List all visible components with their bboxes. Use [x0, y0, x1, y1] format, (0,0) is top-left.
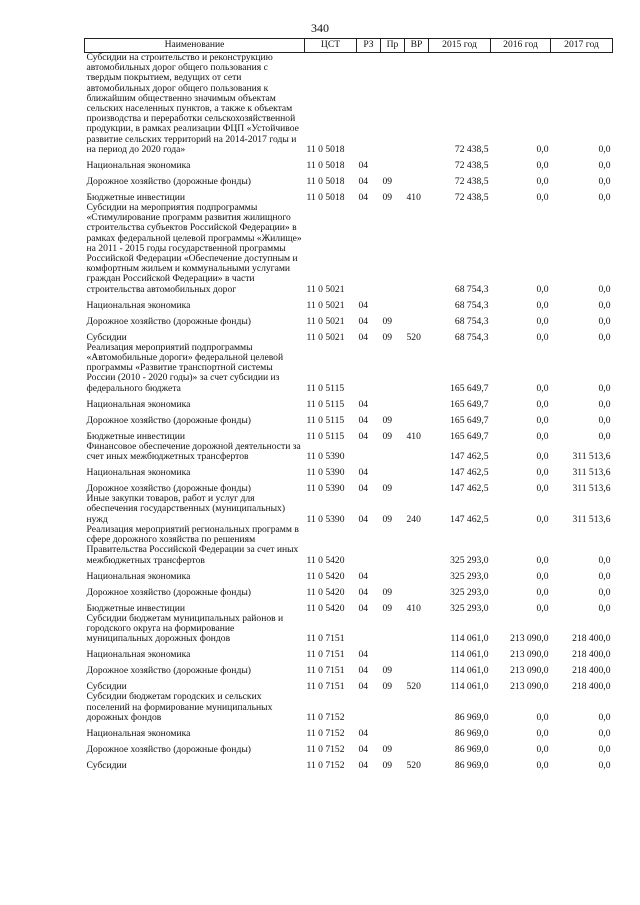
- row-cst: 11 0 7152: [306, 743, 345, 755]
- row-name: Субсидии: [86, 681, 127, 693]
- row-rz: [357, 614, 381, 645]
- header-cst: ЦСТ: [305, 39, 357, 53]
- row-cst: 11 0 5390: [306, 513, 345, 525]
- row-pr: 09: [382, 414, 393, 426]
- row-2016: 0,0: [536, 759, 549, 771]
- header-2015: 2015 год: [429, 39, 491, 53]
- row-2015: 72 438,5: [454, 175, 489, 187]
- row-pr: 09: [382, 681, 393, 693]
- row-vr: [405, 410, 429, 426]
- row-cst: 11 0 7152: [306, 759, 345, 771]
- row-pr: [381, 53, 405, 156]
- row-vr: [405, 692, 429, 723]
- row-2016: 0,0: [536, 382, 549, 394]
- table-row: [85, 155, 613, 171]
- row-cst: 11 0 5021: [306, 331, 345, 343]
- row-pr: 09: [382, 191, 393, 203]
- row-2016: 0,0: [536, 727, 549, 739]
- row-vr: 410: [406, 430, 421, 442]
- table-row: [85, 53, 613, 156]
- row-vr: 520: [406, 759, 421, 771]
- row-2016: 213 090,0: [510, 665, 549, 677]
- row-pr: 09: [382, 586, 393, 598]
- row-2016: 0,0: [536, 451, 549, 463]
- row-name: Финансовое обеспечение дорожной деятельности за счет иных межбюджетных трансфертов: [86, 440, 301, 463]
- row-rz: 04: [358, 175, 369, 187]
- row-vr: [405, 739, 429, 755]
- row-pr: [381, 462, 405, 478]
- row-name: Бюджетные инвестиции: [86, 602, 185, 614]
- page-number: 340: [311, 21, 329, 35]
- row-rz: 04: [358, 159, 369, 171]
- row-2016: 0,0: [536, 602, 549, 614]
- row-vr: 520: [406, 331, 421, 343]
- row-cst: 11 0 5390: [306, 483, 345, 495]
- row-vr: [405, 53, 429, 156]
- table-row: [85, 442, 613, 462]
- row-2017: 0,0: [598, 191, 611, 203]
- row-2016: 0,0: [536, 570, 549, 582]
- table-row: [85, 187, 613, 203]
- row-2016: 0,0: [536, 175, 549, 187]
- row-pr: 09: [382, 743, 393, 755]
- row-pr: [381, 394, 405, 410]
- row-cst: 11 0 5115: [306, 430, 345, 442]
- row-rz: 04: [358, 681, 369, 693]
- table-row: [85, 426, 613, 442]
- row-name: Национальная экономика: [86, 159, 191, 171]
- row-2015: 165 649,7: [450, 398, 489, 410]
- row-2017: 0,0: [598, 299, 611, 311]
- table-row: [85, 410, 613, 426]
- row-2016: 0,0: [536, 711, 549, 723]
- row-cst: 11 0 7151: [306, 681, 345, 693]
- row-2017: 311 513,6: [572, 451, 611, 463]
- row-rz: 04: [358, 191, 369, 203]
- row-cst: 11 0 5420: [306, 602, 345, 614]
- header-rz: РЗ: [357, 39, 381, 53]
- row-name: Национальная экономика: [86, 299, 191, 311]
- row-cst: 11 0 5115: [306, 414, 345, 426]
- row-cst: 11 0 5390: [306, 451, 345, 463]
- row-vr: [405, 295, 429, 311]
- row-cst: 11 0 5018: [306, 159, 345, 171]
- row-2016: 0,0: [536, 331, 549, 343]
- row-name: Субсидии на мероприятия подпрограммы «Стимулирование программ развития жилищного строительства субъектов Российской Федерации» в рамках федеральной целевой программы «Жилище» на 2011 - 2015 годы государственной программы Российской Федерации «Обеспечение доступным и комфортным жильем и коммунальными услугами граждан Российской Федерации» в части строительства автомобильных дорог: [86, 202, 302, 295]
- row-2017: 0,0: [598, 759, 611, 771]
- row-2015: 86 969,0: [454, 727, 489, 739]
- row-name: Дорожное хозяйство (дорожные фонды): [86, 315, 251, 327]
- row-vr: [405, 644, 429, 660]
- row-2016: 0,0: [536, 315, 549, 327]
- row-2015: 72 438,5: [454, 191, 489, 203]
- row-2017: 0,0: [598, 711, 611, 723]
- row-2017: 0,0: [598, 283, 611, 295]
- row-vr: [405, 343, 429, 394]
- row-2016: 0,0: [536, 430, 549, 442]
- row-rz: 04: [358, 414, 369, 426]
- row-cst: 11 0 7151: [306, 649, 345, 661]
- table-row: [85, 203, 613, 295]
- row-vr: [405, 614, 429, 645]
- table-row: [85, 171, 613, 187]
- row-2015: 72 438,5: [454, 159, 489, 171]
- row-rz: 04: [358, 759, 369, 771]
- row-cst: 11 0 5115: [306, 398, 345, 410]
- row-rz: [357, 203, 381, 295]
- header-2017: 2017 год: [551, 39, 613, 53]
- row-rz: [357, 53, 381, 156]
- table-row: [85, 755, 613, 771]
- row-2017: 0,0: [598, 602, 611, 614]
- row-name: Дорожное хозяйство (дорожные фонды): [86, 586, 251, 598]
- row-name: Бюджетные инвестиции: [86, 430, 185, 442]
- row-rz: 04: [358, 315, 369, 327]
- table-row: [85, 598, 613, 614]
- row-vr: [405, 394, 429, 410]
- row-2016: 0,0: [536, 283, 549, 295]
- row-pr: 09: [382, 759, 393, 771]
- row-vr: 520: [406, 681, 421, 693]
- row-2015: 147 462,5: [450, 467, 489, 479]
- table-header: [85, 39, 613, 53]
- row-2016: 0,0: [536, 513, 549, 525]
- row-pr: 09: [382, 665, 393, 677]
- row-pr: 09: [382, 483, 393, 495]
- row-2016: 0,0: [536, 191, 549, 203]
- row-2015: 114 061,0: [450, 681, 489, 693]
- row-2017: 0,0: [598, 398, 611, 410]
- row-vr: [405, 478, 429, 494]
- row-2016: 0,0: [536, 414, 549, 426]
- row-pr: [381, 442, 405, 462]
- row-2015: 165 649,7: [450, 382, 489, 394]
- row-name: Национальная экономика: [86, 727, 191, 739]
- row-rz: [357, 692, 381, 723]
- table-row: [85, 582, 613, 598]
- row-cst: 11 0 5018: [306, 175, 345, 187]
- row-2017: 0,0: [598, 315, 611, 327]
- table-row: [85, 343, 613, 394]
- row-cst: 11 0 5115: [306, 382, 345, 394]
- row-2015: 68 754,3: [454, 315, 489, 327]
- table-row: [85, 566, 613, 582]
- row-2017: 311 513,6: [572, 467, 611, 479]
- row-2017: 311 513,6: [572, 483, 611, 495]
- row-2017: 0,0: [598, 331, 611, 343]
- row-2016: 0,0: [536, 554, 549, 566]
- row-rz: 04: [358, 467, 369, 479]
- row-pr: 09: [382, 331, 393, 343]
- row-pr: [381, 566, 405, 582]
- row-cst: 11 0 5420: [306, 570, 345, 582]
- row-pr: [381, 343, 405, 394]
- row-rz: 04: [358, 570, 369, 582]
- row-2017: 218 400,0: [572, 649, 611, 661]
- row-vr: [405, 203, 429, 295]
- row-rz: 04: [358, 513, 369, 525]
- row-rz: 04: [358, 743, 369, 755]
- table-row: [85, 660, 613, 676]
- row-vr: [405, 660, 429, 676]
- row-2017: 218 400,0: [572, 681, 611, 693]
- table-row: [85, 644, 613, 660]
- row-rz: 04: [358, 665, 369, 677]
- row-rz: 04: [358, 727, 369, 739]
- row-name: Реализация мероприятий подпрограммы «Автомобильные дороги» федеральной целевой программы «Развитие транспортной системы России (2010 - 2020 годы)» за счет субсидии из федерального бюджета: [86, 341, 284, 394]
- row-2017: 0,0: [598, 743, 611, 755]
- row-2016: 213 090,0: [510, 633, 549, 645]
- row-rz: 04: [358, 586, 369, 598]
- row-2017: 0,0: [598, 382, 611, 394]
- row-cst: 11 0 5018: [306, 191, 345, 203]
- row-2015: 114 061,0: [450, 633, 489, 645]
- row-rz: 04: [358, 483, 369, 495]
- row-vr: [405, 171, 429, 187]
- table-row: [85, 676, 613, 692]
- row-2015: 165 649,7: [450, 430, 489, 442]
- row-2015: 165 649,7: [450, 414, 489, 426]
- row-cst: 11 0 7152: [306, 711, 345, 723]
- row-cst: 11 0 5420: [306, 586, 345, 598]
- row-name: Бюджетные инвестиции: [86, 191, 185, 203]
- row-rz: [357, 442, 381, 462]
- row-pr: [381, 155, 405, 171]
- row-name: Реализация мероприятий региональных программ в сфере дорожного хозяйства по решениям Правительства Российской Федерации за счет иных межбюджетных трансфертов: [86, 523, 299, 566]
- row-rz: 04: [358, 299, 369, 311]
- row-2015: 147 462,5: [450, 483, 489, 495]
- row-2017: 0,0: [598, 554, 611, 566]
- row-cst: 11 0 7151: [306, 665, 345, 677]
- row-2015: 68 754,3: [454, 331, 489, 343]
- row-2015: 68 754,3: [454, 283, 489, 295]
- row-cst: 11 0 5018: [306, 143, 345, 155]
- row-name: Дорожное хозяйство (дорожные фонды): [86, 665, 251, 677]
- row-2016: 213 090,0: [510, 649, 549, 661]
- row-2015: 72 438,5: [454, 143, 489, 155]
- row-2015: 325 293,0: [450, 586, 489, 598]
- row-2016: 0,0: [536, 467, 549, 479]
- row-vr: [405, 442, 429, 462]
- row-name: Национальная экономика: [86, 467, 191, 479]
- row-pr: [381, 525, 405, 566]
- table-row: [85, 311, 613, 327]
- table-row: [85, 525, 613, 566]
- row-pr: [381, 295, 405, 311]
- row-2017: 0,0: [598, 175, 611, 187]
- row-rz: 04: [358, 649, 369, 661]
- row-2016: 213 090,0: [510, 681, 549, 693]
- row-2015: 147 462,5: [450, 451, 489, 463]
- table-row: [85, 723, 613, 739]
- row-cst: 11 0 5021: [306, 299, 345, 311]
- row-name: Дорожное хозяйство (дорожные фонды): [86, 483, 251, 495]
- table-row: [85, 692, 613, 723]
- row-name: Субсидии бюджетам городских и сельских поселений на формирование муниципальных дорожных фондов: [86, 691, 273, 723]
- row-2015: 86 969,0: [454, 759, 489, 771]
- row-name: Дорожное хозяйство (дорожные фонды): [86, 175, 251, 187]
- row-2017: 0,0: [598, 143, 611, 155]
- row-2015: 325 293,0: [450, 602, 489, 614]
- header-name: Наименование: [85, 39, 305, 53]
- row-2015: 325 293,0: [450, 570, 489, 582]
- row-2016: 0,0: [536, 586, 549, 598]
- row-vr: [405, 462, 429, 478]
- table-row: [85, 327, 613, 343]
- row-vr: [405, 582, 429, 598]
- row-2015: 86 969,0: [454, 711, 489, 723]
- row-2017: 218 400,0: [572, 665, 611, 677]
- row-2016: 0,0: [536, 143, 549, 155]
- row-name: Субсидии бюджетам муниципальных районов и городского округа на формирование муниципальных дорожных фондов: [86, 612, 284, 645]
- header-row: [85, 39, 613, 53]
- row-name: Субсидии на строительство и реконструкцию автомобильных дорог общего пользования с твердым покрытием, ведущих от сети автомобильных дорог общего пользования к ближайшим общественно значимым объектам сельских населенных пунктов, а также к объектам производства и переработки сельскохозяйственной продукции, в рамках реализации ФЦП «Устойчивое развитие сельских территорий на 2014-2017 годы и на период до 2020 года»: [86, 52, 299, 155]
- table-row: [85, 739, 613, 755]
- row-vr: [405, 311, 429, 327]
- row-name: Субсидии: [86, 331, 127, 343]
- row-2017: 0,0: [598, 430, 611, 442]
- row-vr: [405, 525, 429, 566]
- table-row: [85, 494, 613, 525]
- row-2016: 0,0: [536, 299, 549, 311]
- table-row: [85, 462, 613, 478]
- row-rz: [357, 525, 381, 566]
- row-name: Субсидии: [86, 759, 127, 771]
- row-2017: 0,0: [598, 414, 611, 426]
- row-pr: 09: [382, 513, 393, 525]
- row-2016: 0,0: [536, 743, 549, 755]
- row-cst: 11 0 5390: [306, 467, 345, 479]
- row-2015: 68 754,3: [454, 299, 489, 311]
- row-pr: [381, 723, 405, 739]
- table-row: [85, 295, 613, 311]
- row-pr: [381, 644, 405, 660]
- row-2015: 325 293,0: [450, 554, 489, 566]
- row-pr: 09: [382, 602, 393, 614]
- table-row: [85, 478, 613, 494]
- row-vr: [405, 723, 429, 739]
- header-pr: Пр: [381, 39, 405, 53]
- row-name: Национальная экономика: [86, 649, 191, 661]
- row-vr: [405, 566, 429, 582]
- row-2015: 114 061,0: [450, 649, 489, 661]
- row-vr: 410: [406, 191, 421, 203]
- row-2017: 0,0: [598, 159, 611, 171]
- row-name: Дорожное хозяйство (дорожные фонды): [86, 743, 251, 755]
- row-2017: 311 513,6: [572, 513, 611, 525]
- row-2017: 0,0: [598, 727, 611, 739]
- budget-table: [84, 38, 613, 771]
- row-pr: 09: [382, 315, 393, 327]
- table-body: [85, 53, 613, 771]
- row-2017: 0,0: [598, 570, 611, 582]
- row-cst: 11 0 5021: [306, 283, 345, 295]
- row-rz: 04: [358, 331, 369, 343]
- row-pr: [381, 614, 405, 645]
- row-name: Национальная экономика: [86, 398, 191, 410]
- row-vr: 410: [406, 602, 421, 614]
- row-pr: 09: [382, 430, 393, 442]
- row-pr: [381, 692, 405, 723]
- row-cst: 11 0 5021: [306, 315, 345, 327]
- header-2016: 2016 год: [491, 39, 551, 53]
- row-2016: 0,0: [536, 159, 549, 171]
- row-pr: [381, 203, 405, 295]
- row-cst: 11 0 5420: [306, 554, 345, 566]
- row-rz: 04: [358, 398, 369, 410]
- row-2017: 0,0: [598, 586, 611, 598]
- row-vr: [405, 155, 429, 171]
- row-2016: 0,0: [536, 398, 549, 410]
- row-name: Иные закупки товаров, работ и услуг для обеспечения государственных (муниципальных) нужд: [86, 493, 286, 525]
- row-2015: 114 061,0: [450, 665, 489, 677]
- row-cst: 11 0 7151: [306, 633, 345, 645]
- row-name: Национальная экономика: [86, 570, 191, 582]
- row-pr: 09: [382, 175, 393, 187]
- row-2015: 147 462,5: [450, 513, 489, 525]
- table-row: [85, 394, 613, 410]
- row-name: Дорожное хозяйство (дорожные фонды): [86, 414, 251, 426]
- row-rz: [357, 343, 381, 394]
- header-vr: ВР: [405, 39, 429, 53]
- row-2016: 0,0: [536, 483, 549, 495]
- table-row: [85, 614, 613, 645]
- row-vr: 240: [406, 513, 421, 525]
- row-rz: 04: [358, 602, 369, 614]
- row-2017: 218 400,0: [572, 633, 611, 645]
- row-cst: 11 0 7152: [306, 727, 345, 739]
- row-2015: 86 969,0: [454, 743, 489, 755]
- row-rz: 04: [358, 430, 369, 442]
